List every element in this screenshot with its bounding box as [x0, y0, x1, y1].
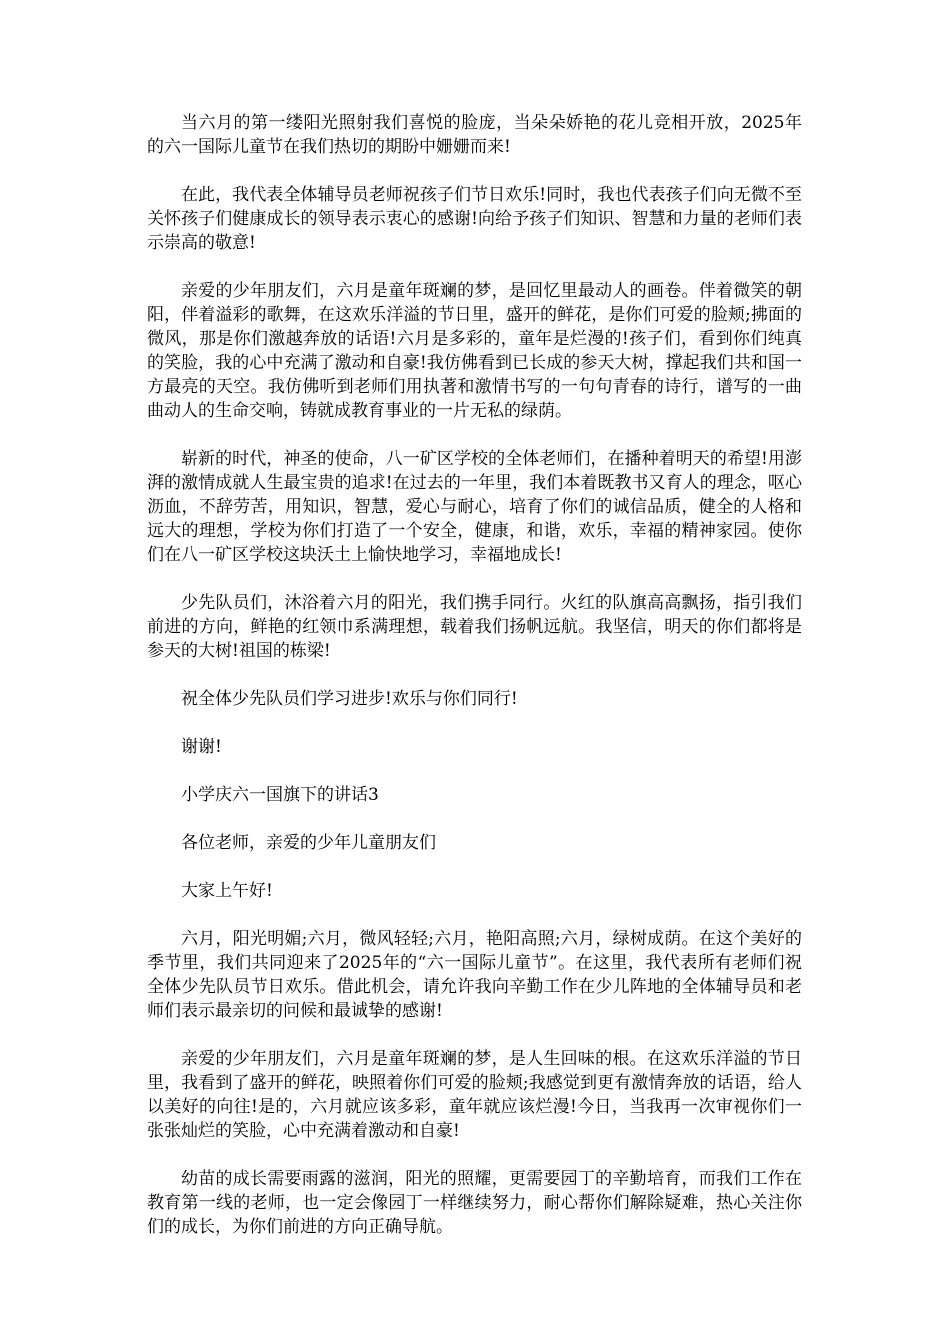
- greeting: 大家上午好!: [181, 881, 273, 901]
- salutation: 各位老师，亲爱的少年儿童朋友们: [181, 833, 436, 853]
- document-body: [147, 111, 802, 1263]
- paragraph-2: 在此，我代表全体辅导员老师祝孩子们节日欢乐!同时，我也代表孩子们向无微不至关怀孩子们健康成长的领导表示衷心的感谢!向给予孩子们知识、智慧和力量的老师们表示崇高的敬意!: [147, 185, 802, 253]
- paragraph-thanks: 谢谢!: [181, 737, 222, 757]
- paragraph-6: 祝全体少先队员们学习进步!欢乐与你们同行!: [181, 689, 518, 709]
- paragraph-4: 崭新的时代，神圣的使命，八一矿区学校的全体老师们，在播种着明天的希望!用澎湃的激情成就人生最宝贵的追求!在过去的一年里，我们本着既教书又育人的理念，呕心沥血，不辞劳苦，用知识，智慧，爱心与耐心，培育了你们的诚信品质，健全的人格和远大的理想，学校为你们打造了一个安全，健康，和谐，欢乐，幸福的精神家园。使你们在八一矿区学校这块沃土上愉快地学习，幸福地成长!: [147, 449, 802, 565]
- paragraph-7: 六月，阳光明媚;六月，微风轻轻;六月，艳阳高照;六月，绿树成荫。在这个美好的季节里，我们共同迎来了2025年的“六一国际儿童节”。在这里，我代表所有老师们祝全体少先队员节日欢乐。借此机会，请允许我向辛勤工作在少儿阵地的全体辅导员和老师们表示最亲切的问候和最诚挚的感谢!: [147, 929, 802, 1021]
- paragraph-5: 少先队员们，沐浴着六月的阳光，我们携手同行。火红的队旗高高飘扬，指引我们前进的方向，鲜艳的红领巾系满理想，载着我们扬帆远航。我坚信，明天的你们都将是参天的大树!祖国的栋梁!: [147, 593, 802, 661]
- paragraph-3: 亲爱的少年朋友们，六月是童年斑斓的梦，是回忆里最动人的画卷。伴着微笑的朝阳，伴着溢彩的歌舞，在这欢乐洋溢的节日里，盛开的鲜花，是你们可爱的脸颊;拂面的微风，那是你们激越奔放的话语!六月是多彩的，童年是烂漫的!孩子们，看到你们纯真的笑脸，我的心中充满了激动和自豪!我仿佛看到已长成的参天大树，撑起我们共和国一方最亮的天空。我仿佛听到老师们用执著和激情书写的一句句青春的诗行，谱写的一曲曲动人的生命交响，铸就成教育事业的一片无私的绿荫。: [147, 281, 802, 421]
- paragraph-8: 亲爱的少年朋友们，六月是童年斑斓的梦，是人生回味的根。在这欢乐洋溢的节日里，我看到了盛开的鲜花，映照着你们可爱的脸颊;我感觉到更有激情奔放的话语，给人以美好的向往!是的，六月就应该多彩，童年就应该烂漫!今日，当我再一次审视你们一张张灿烂的笑脸，心中充满着激动和自豪!: [147, 1049, 802, 1141]
- paragraph-1: 当六月的第一缕阳光照射我们喜悦的脸庞，当朵朵娇艳的花儿竞相开放，2025年的六一国际儿童节在我们热切的期盼中姗姗而来!: [147, 113, 802, 157]
- paragraph-9: 幼苗的成长需要雨露的滋润，阳光的照耀，更需要园丁的辛勤培育，而我们工作在教育第一线的老师，也一定会像园丁一样继续努力，耐心帮你们解除疑难，热心关注你们的成长，为你们前进的方向正确导航。: [147, 1169, 802, 1237]
- section-heading: 小学庆六一国旗下的讲话3: [181, 785, 379, 805]
